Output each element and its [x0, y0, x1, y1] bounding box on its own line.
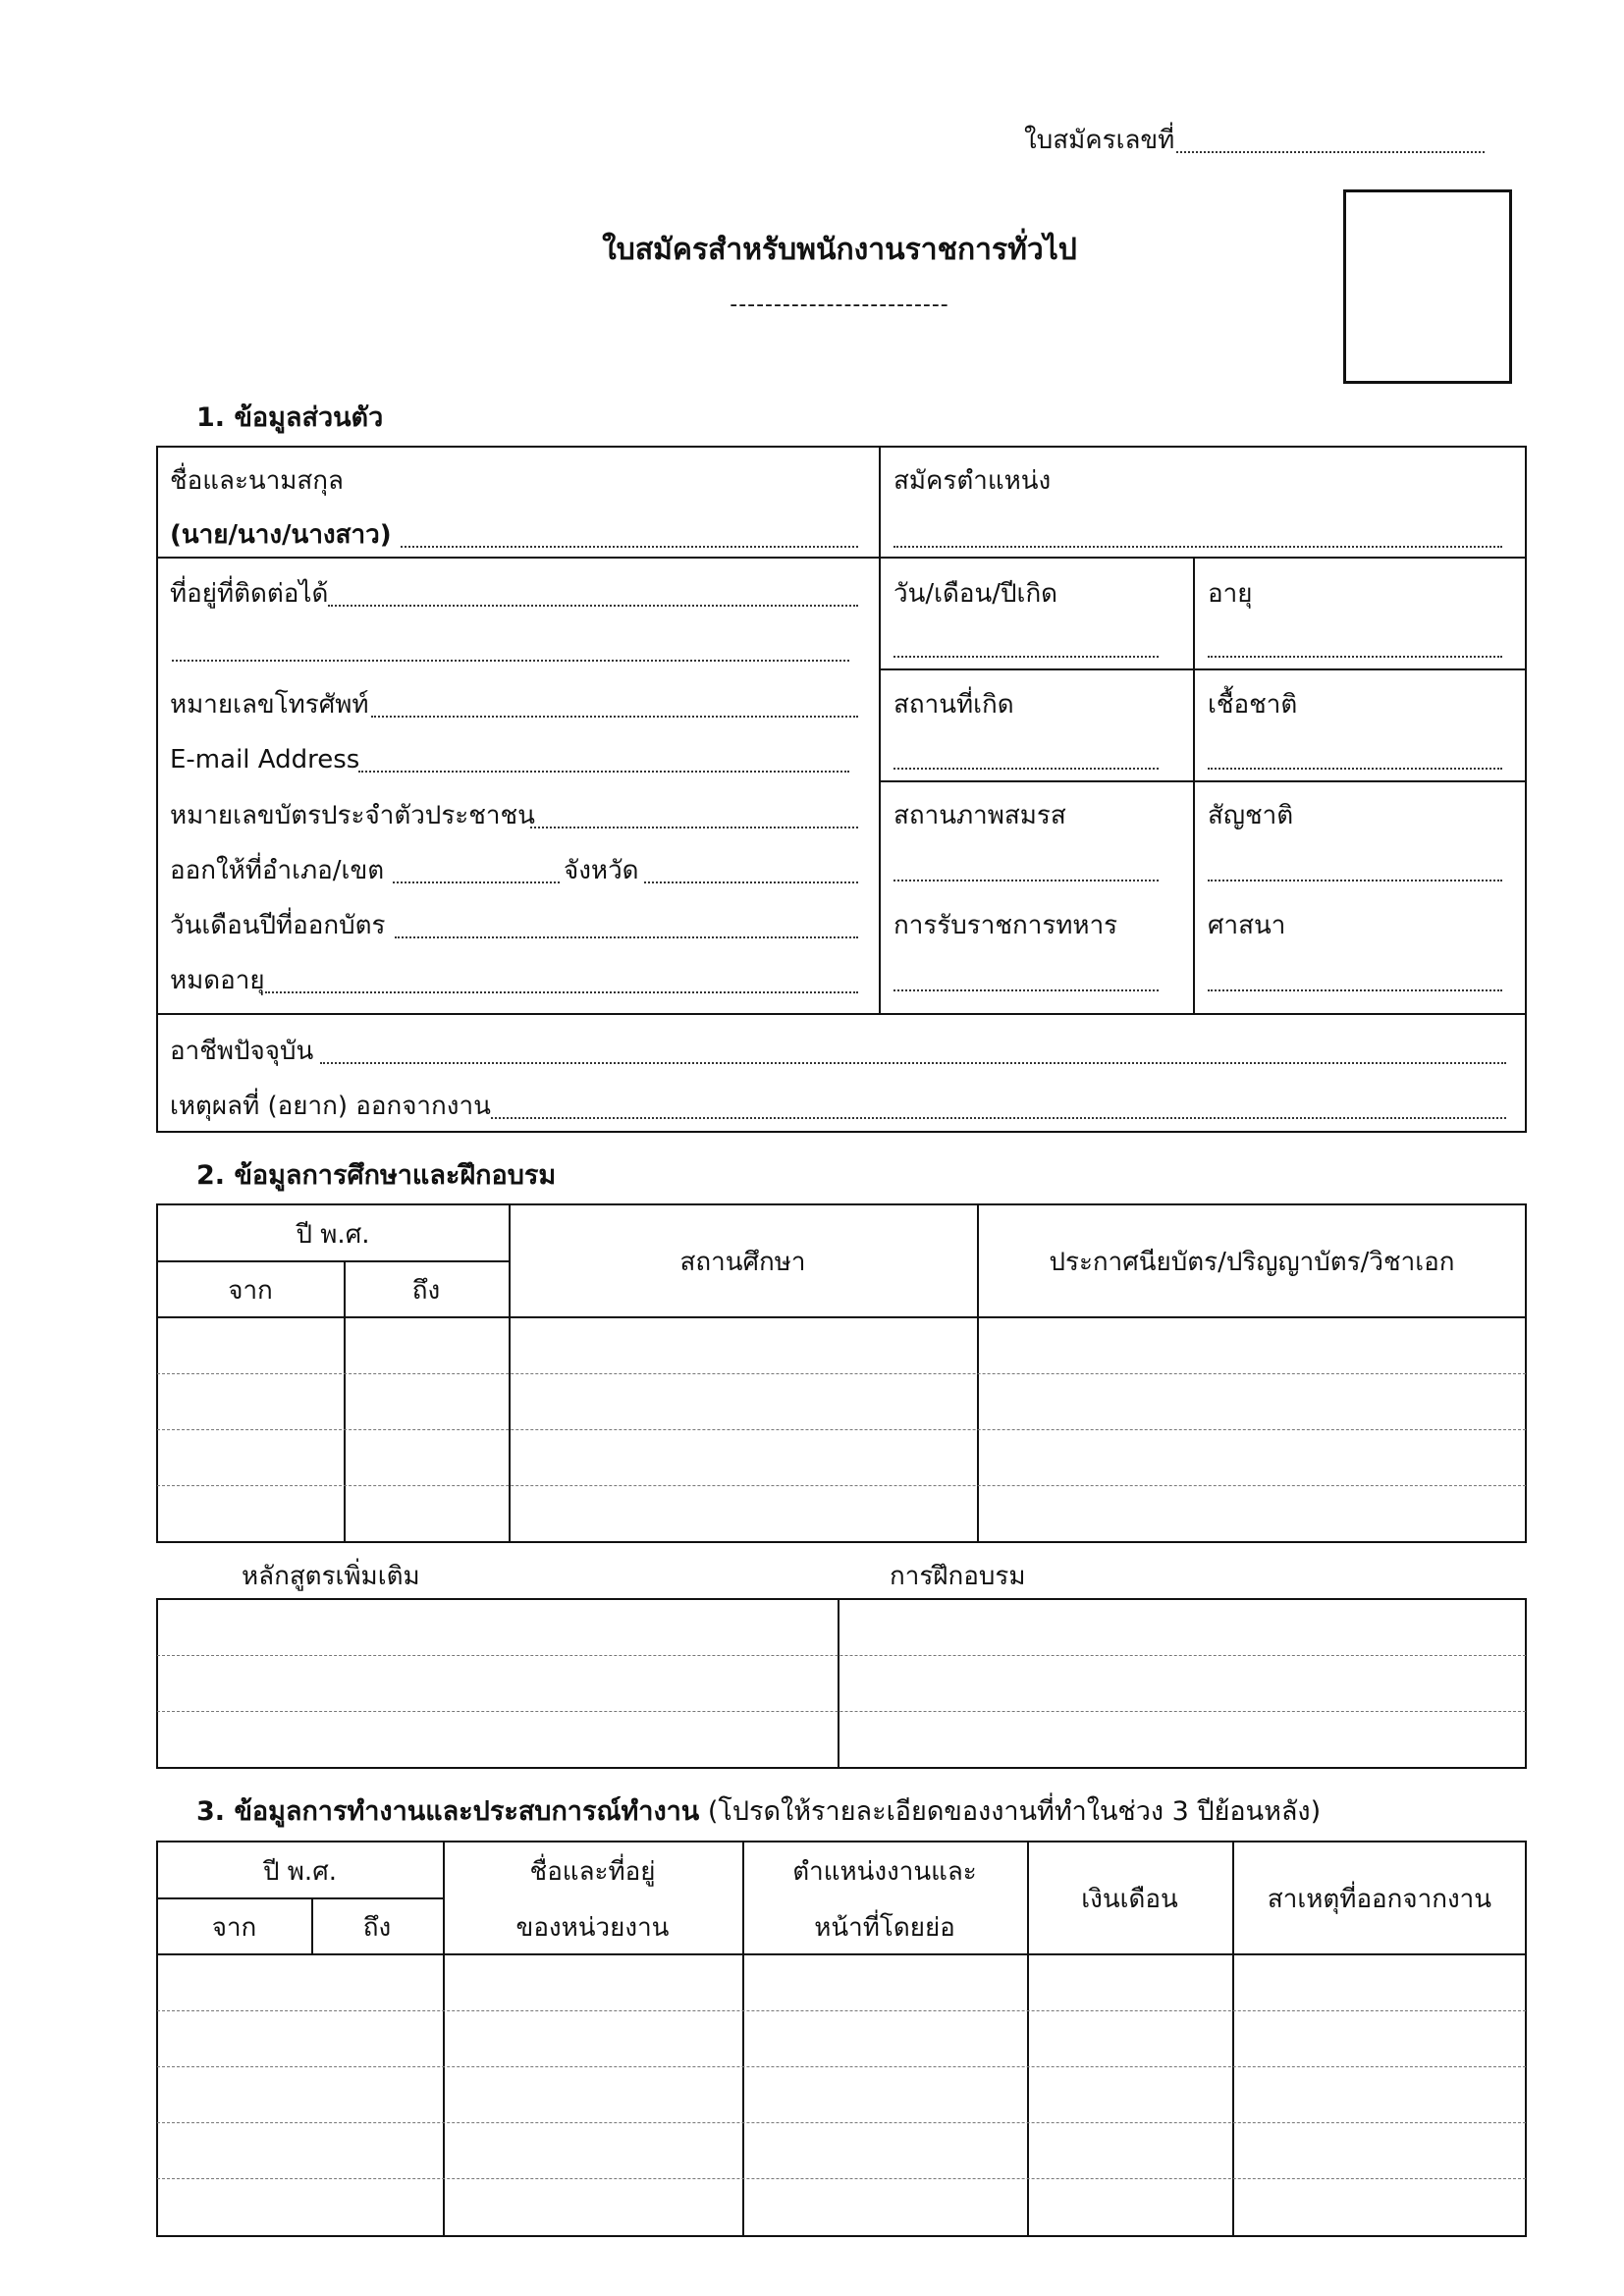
province-field[interactable] [644, 881, 858, 883]
position-label: สมัครตำแหน่ง [893, 466, 1052, 496]
leave-reason-label: เหตุผลที่ (อยาก) ออกจากงาน [170, 1092, 491, 1121]
work-from-header: จาก [211, 1913, 257, 1943]
race-label: เชื้อชาติ [1208, 690, 1298, 720]
issue-date-label: วันเดือนปีที่ออกบัตร [170, 911, 386, 940]
work-to-header: ถึง [362, 1913, 392, 1943]
position-field[interactable] [893, 546, 1502, 548]
form-title: ใบสมัครสำหรับพนักงานราชการทั่วไป [602, 233, 1077, 267]
section3-heading: 3. ข้อมูลการทำงานและประสบการณ์ทำงาน (โปรดให้รายละเอียดของงานที่ทำในช่วง 3 ปีย้อนหลัง) [196, 1796, 1322, 1827]
nationality-field[interactable] [1208, 880, 1502, 881]
work-year-header: ปี พ.ศ. [263, 1857, 337, 1887]
marital-label: สถานภาพสมรส [893, 801, 1066, 830]
address-label: ที่อยู่ที่ติดต่อได้ [170, 579, 329, 609]
idcard-label: หมายเลขบัตรประจำตัวประชาชน [170, 801, 535, 830]
application-number-label: ใบสมัครเลขที่ [1024, 126, 1175, 155]
name-label: ชื่อและนามสกุล [170, 466, 344, 496]
phone-label: หมายเลขโทรศัพท์ [170, 690, 369, 720]
work-org-header-2: ของหน่วยงาน [515, 1913, 670, 1943]
section2-heading: 2. ข้อมูลการศึกษาและฝึกอบรม [196, 1160, 557, 1191]
email-field[interactable] [358, 771, 849, 773]
issued-district-field[interactable] [393, 881, 560, 883]
name-field[interactable] [401, 546, 858, 548]
occupation-label: อาชีพปัจจุบัน [170, 1037, 314, 1066]
occupation-field[interactable] [320, 1062, 1506, 1064]
religion-field[interactable] [1208, 989, 1502, 991]
birthplace-label: สถานที่เกิด [893, 690, 1014, 720]
section3-note: (โปรดให้รายละเอียดของงานที่ทำในช่วง 3 ปีย้อนหลัง) [699, 1796, 1322, 1827]
issued-district-label: ออกให้ที่อำเภอ/เขต [170, 856, 385, 885]
section1-heading: 1. ข้อมูลส่วนตัว [196, 402, 384, 433]
military-field[interactable] [893, 989, 1159, 991]
marital-field[interactable] [893, 880, 1159, 881]
age-label: อายุ [1208, 579, 1253, 609]
age-field[interactable] [1208, 656, 1502, 658]
address-field-line2[interactable] [172, 660, 849, 662]
dob-field[interactable] [893, 656, 1159, 658]
leave-reason-field[interactable] [491, 1117, 1506, 1119]
extra-course-label: หลักสูตรเพิ่มเติม [242, 1562, 420, 1591]
province-label: จังหวัด [564, 856, 639, 885]
work-salary-header: เงินเดือน [1081, 1885, 1178, 1914]
race-field[interactable] [1208, 768, 1502, 770]
title-underline: ------------------------- [730, 293, 949, 317]
edu-degree-header: ประกาศนียบัตร/ปริญญาบัตร/วิชาเอก [1049, 1248, 1455, 1277]
edu-school-header: สถานศึกษา [679, 1248, 806, 1277]
issue-date-field[interactable] [395, 936, 858, 938]
birthplace-field[interactable] [893, 768, 1159, 770]
dob-label: วัน/เดือน/ปีเกิด [893, 579, 1058, 609]
nationality-label: สัญชาติ [1208, 801, 1294, 830]
idcard-field[interactable] [530, 827, 858, 828]
email-label: E-mail Address [170, 745, 360, 774]
photo-box [1343, 189, 1512, 384]
work-org-header-1: ชื่อและที่อยู่ [529, 1857, 656, 1887]
expiry-field[interactable] [265, 991, 858, 993]
edu-from-header: จาก [228, 1276, 273, 1306]
work-leave-reason-header: สาเหตุที่ออกจากงาน [1267, 1885, 1492, 1914]
application-number-field[interactable] [1176, 151, 1485, 153]
expiry-label: หมดอายุ [170, 966, 265, 995]
address-field-line1[interactable] [328, 605, 858, 607]
religion-label: ศาสนา [1208, 911, 1286, 940]
edu-to-header: ถึง [411, 1276, 441, 1306]
work-role-header-1: ตำแหน่งงานและ [792, 1857, 977, 1887]
training-table [156, 1598, 1527, 1769]
name-prefix: (นาย/นาง/นางสาว) [170, 520, 392, 550]
work-role-header-2: หน้าที่โดยย่อ [814, 1913, 955, 1943]
phone-field[interactable] [371, 716, 858, 718]
military-label: การรับราชการทหาร [893, 911, 1118, 940]
training-label: การฝึกอบรม [890, 1562, 1026, 1591]
edu-year-header: ปี พ.ศ. [296, 1220, 370, 1250]
